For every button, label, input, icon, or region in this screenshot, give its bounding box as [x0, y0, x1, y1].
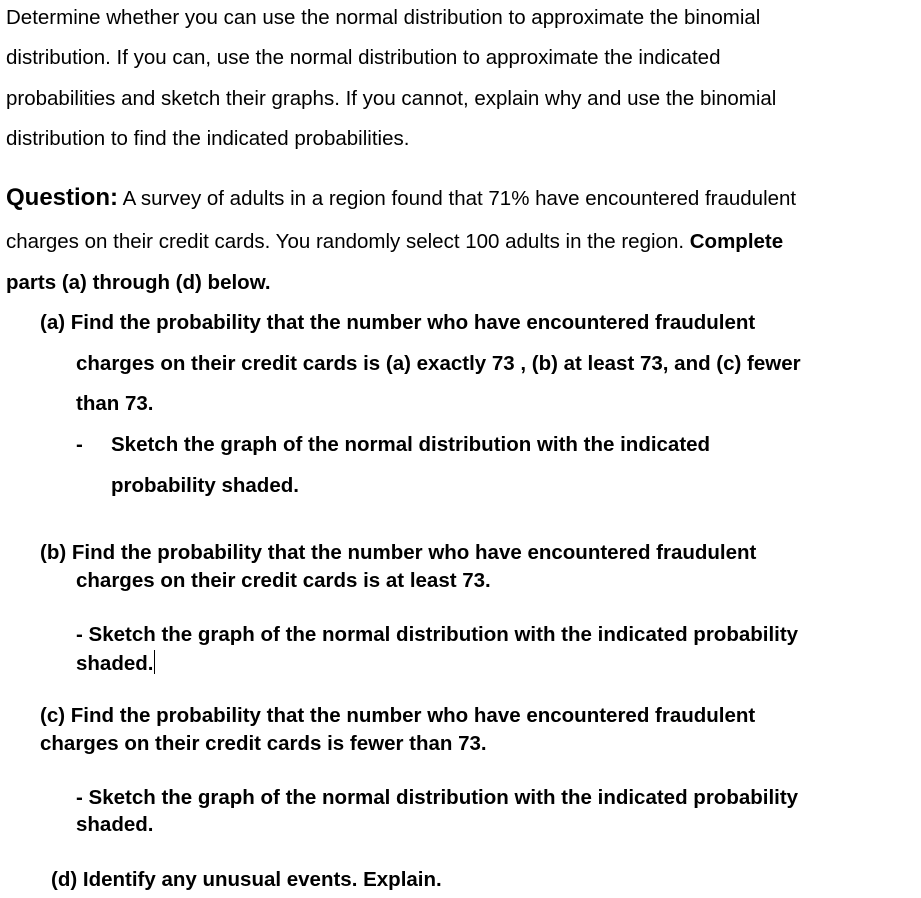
part-a-line-3: than 73.: [76, 392, 154, 415]
question-line-3: parts (a) through (d) below.: [6, 271, 271, 294]
question-line-2: [6, 230, 783, 254]
part-a-line-2: charges on their credit cards is (a) exactly 73 , (b) at least 73, and (c) fewer: [76, 352, 801, 375]
part-b-sketch-line-2-wrap: [76, 650, 155, 676]
part-c-sketch-line-2: shaded.: [76, 813, 154, 836]
text-cursor: [154, 650, 155, 674]
part-a-sketch-line-1: Sketch the graph of the normal distribution with the indicated: [111, 433, 711, 456]
intro-line-3: probabilities and sketch their graphs. If you cannot, explain why and use the binomial: [6, 87, 777, 110]
question-complete-label: Complete: [689, 230, 784, 253]
part-c-line-1: (c) Find the probability that the number who have encountered fraudulent: [40, 704, 756, 727]
intro-line-4: distribution to find the indicated probabilities.: [6, 127, 410, 150]
part-a-line-1: (a) Find the probability that the number who have encountered fraudulent: [40, 311, 756, 334]
part-b-sketch-line-1: - Sketch the graph of the normal distribution with the indicated probability: [76, 623, 799, 646]
part-b-line-2: charges on their credit cards is at least 73.: [76, 569, 491, 592]
question-text-1: A survey of adults in a region found that 71% have encountered fraudulent: [122, 187, 797, 210]
intro-line-2: distribution. If you can, use the normal distribution to approximate the indicated: [6, 46, 721, 69]
question-label: Question:: [6, 184, 118, 211]
part-b-line-1: (b) Find the probability that the number who have encountered fraudulent: [40, 541, 757, 564]
part-a-sketch-line-2: probability shaded.: [111, 474, 299, 497]
part-c-line-2: charges on their credit cards is fewer than 73.: [40, 732, 487, 755]
intro-line-1: Determine whether you can use the normal distribution to approximate the binomial: [6, 6, 761, 29]
question-text-2: charges on their credit cards. You randomly select 100 adults in the region.: [6, 230, 685, 253]
part-b-sketch-line-2: shaded.: [76, 652, 154, 675]
question-line-1: [6, 186, 796, 211]
part-d-line-1: (d) Identify any unusual events. Explain.: [51, 868, 442, 891]
part-a-sketch-dash: -: [76, 433, 83, 456]
part-c-sketch-line-1: - Sketch the graph of the normal distribution with the indicated probability: [76, 786, 799, 809]
